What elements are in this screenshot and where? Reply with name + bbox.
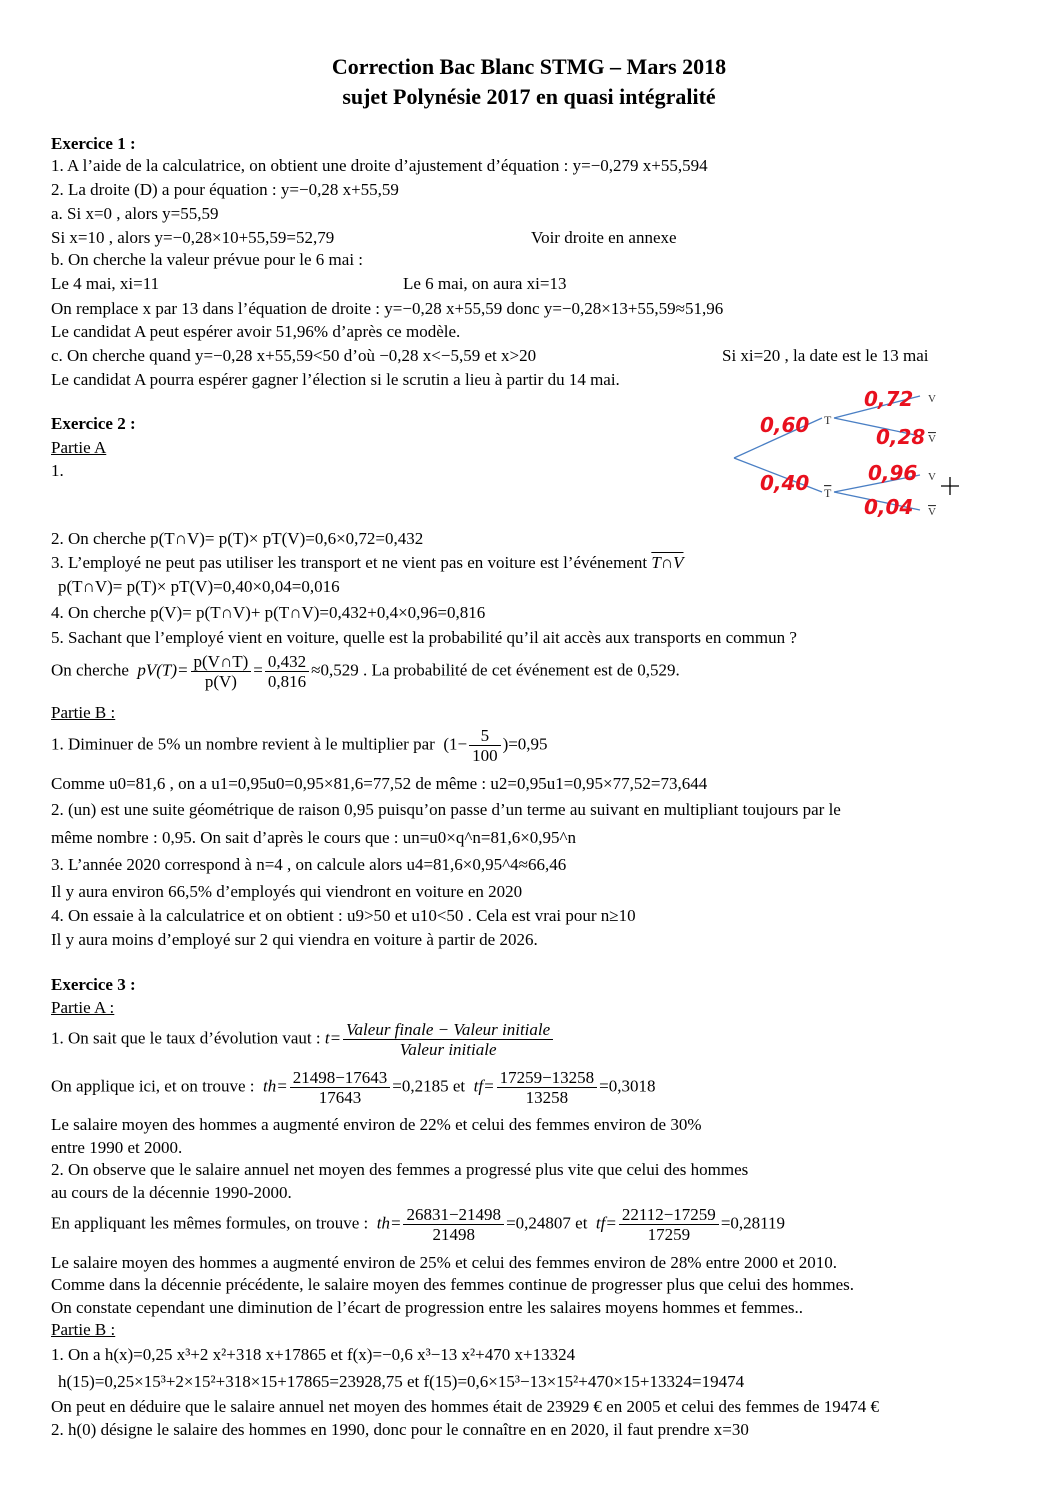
ex3-heading: Exercice 3 : [51, 975, 136, 994]
tree-prob-t: 0,60 [760, 413, 810, 437]
ex1-line4b: Voir droite en annexe [531, 228, 677, 247]
ex3-b2: h(15)=0,25×15³+2×15²+318×15+17865=23928,75 et f(15)=0,6×15³−13×15²+470×15+13324=19474 [58, 1372, 745, 1391]
ex1-line1: 1. A l’aide de la calculatrice, on obtient une droite d’ajustement d’équation : y=−0,279 x+55,594 [51, 156, 708, 175]
ex2-q3-text: 3. L’employé ne peut pas utiliser les transport et ne vient pas en voiture est l’événement [51, 553, 648, 572]
ex3-a7-frac2 [619, 1205, 719, 1244]
ex3-a4: entre 1990 et 2000. [51, 1138, 183, 1157]
ex3-a10: On constate cependant une diminution de l’écart de progression entre les salaires moyens hommes et femmes.. [51, 1298, 804, 1317]
ex3-a7 [51, 1205, 785, 1244]
ex2-q3 [51, 553, 683, 573]
tree-node-tbar: T [824, 486, 832, 500]
ex3-a7-frac2-den: 17259 [647, 1225, 691, 1244]
ex1-line2: 2. La droite (D) a pour équation : y=−0,28 x+55,59 [51, 180, 399, 199]
ex3-a5: 2. On observe que le salaire annuel net moyen des femmes a progressé plus vite que celui des hommes [51, 1160, 749, 1179]
ex3-a7-frac1-num: 26831−21498 [403, 1205, 504, 1225]
cursor-cross-icon [941, 477, 959, 495]
probability-tree [730, 380, 970, 525]
ex2-q5-frac1-den: p(V) [204, 672, 237, 691]
ex2-q5-frac2-num: 0,432 [265, 652, 309, 672]
ex3-partA: Partie A : [51, 998, 115, 1017]
ex3-a2-tf: tf= [473, 1076, 495, 1096]
tree-prob-tbar: 0,40 [760, 471, 810, 495]
tree-leaf-v2: V [928, 471, 936, 483]
ex3-a2-frac1-num: 21498−17643 [290, 1068, 391, 1088]
ex1-line6b: Le 6 mai, on aura xi=13 [403, 274, 567, 293]
ex3-a3: Le salaire moyen des hommes a augmenté environ de 22% et celui des femmes environ de 30% [51, 1115, 702, 1134]
ex3-b4: 2. h(0) désigne le salaire des hommes en 1990, donc pour le connaître en en 2020, il faut prendre x=30 [51, 1420, 749, 1439]
ex2-b6: Il y aura environ 66,5% d’employés qui viendront en voiture en 2020 [51, 882, 523, 901]
ex3-a2-r1: =0,2185 et [392, 1076, 466, 1096]
ex2-q5-frac1-num: p(V∩T) [191, 652, 252, 672]
ex3-a2-frac2-den: 13258 [525, 1088, 569, 1107]
ex2-partA: Partie A [51, 438, 107, 457]
ex3-a2-frac1 [290, 1068, 391, 1107]
doc-title-line1: Correction Bac Blanc STMG – Mars 2018 [331, 54, 727, 79]
ex2-b5: 3. L’année 2020 correspond à n=4 , on calcule alors u4=81,6×0,95^4≈66,46 [51, 855, 567, 874]
ex3-a1-frac-num: Valeur finale − Valeur initiale [343, 1020, 553, 1040]
tree-prob-v-tbar: 0,96 [868, 461, 918, 485]
ex2-b1-frac-den: 100 [472, 746, 498, 765]
ex1-line3: a. Si x=0 , alors y=55,59 [51, 204, 219, 223]
ex1-line10: Le candidat A pourra espérer gagner l’élection si le scrutin a lieu à partir du 14 mai. [51, 370, 620, 389]
ex3-a2-text: On applique ici, et on trouve : [51, 1076, 255, 1096]
ex3-a7-frac1 [403, 1205, 504, 1244]
ex1-line6a: Le 4 mai, xi=11 [51, 274, 160, 293]
ex3-a8: Le salaire moyen des hommes a augmenté environ de 25% et celui des femmes environ de 28% entre 2000 et 2010. [51, 1253, 838, 1272]
ex3-a7-th: th= [376, 1213, 402, 1233]
ex3-a1-frac-den: Valeur initiale [399, 1040, 497, 1059]
ex3-a2 [51, 1068, 656, 1107]
tree-leaf-vbar1: V [928, 433, 936, 445]
ex1-line9a: c. On cherche quand y=−0,28 x+55,59<50 d’où −0,28 x<−5,59 et x>20 [51, 346, 537, 365]
ex2-b1-text: 1. Diminuer de 5% un nombre revient à le multiplier par [51, 734, 435, 754]
ex3-a7-tf: tf= [595, 1213, 617, 1233]
doc-title-line2: sujet Polynésie 2017 en quasi intégralité [342, 84, 716, 109]
ex3-a2-r2: =0,3018 [599, 1076, 656, 1096]
ex1-line8: Le candidat A peut espérer avoir 51,96% d’après ce modèle. [51, 322, 461, 341]
ex3-a1-text: 1. On sait que le taux d’évolution vaut : [51, 1028, 321, 1048]
ex2-q5-frac2 [265, 652, 309, 691]
ex1-line9b: Si xi=20 , la date est le 13 mai [722, 346, 929, 365]
ex2-q3-event: T∩V [651, 553, 684, 572]
ex2-b4: même nombre : 0,95. On sait d’après le cours que : un=u0×q^n=81,6×0,95^n [51, 828, 577, 847]
tree-node-t: T [824, 413, 832, 427]
tree-leaf-vbar2: V [928, 506, 936, 518]
ex2-b2: Comme u0=81,6 , on a u1=0,95u0=0,95×81,6=77,52 de même : u2=0,95u1=0,95×77,52=73,644 [51, 774, 708, 793]
ex3-a7-frac2-num: 22112−17259 [619, 1205, 719, 1225]
ex2-b7: 4. On essaie à la calculatrice et on obtient : u9>50 et u10<50 . Cela est vrai pour n≥10 [51, 906, 636, 925]
ex2-q1: 1. [51, 461, 64, 480]
ex3-a2-frac2 [497, 1068, 598, 1107]
ex2-b8: Il y aura moins d’employé sur 2 qui viendra en voiture à partir de 2026. [51, 930, 538, 949]
ex3-partB: Partie B : [51, 1320, 116, 1339]
ex3-a7-frac1-den: 21498 [432, 1225, 476, 1244]
ex2-q3c: p(T∩V)= p(T)× pT(V)=0,40×0,04=0,016 [58, 577, 340, 596]
ex2-q5-lhs: pV(T)= [137, 660, 189, 680]
ex3-a1 [51, 1020, 555, 1059]
ex3-a2-frac2-num: 17259−13258 [497, 1068, 598, 1088]
ex2-b1-pre: (1− [443, 734, 468, 754]
ex2-q5-frac2-den: 0,816 [267, 672, 307, 691]
ex3-a7-r1: =0,24807 et [506, 1213, 588, 1233]
ex3-a2-frac1-den: 17643 [318, 1088, 362, 1107]
ex2-b1-frac [469, 726, 501, 765]
ex2-b1 [51, 726, 548, 765]
ex2-b1-post: )=0,95 [502, 734, 548, 754]
ex2-heading: Exercice 2 : [51, 414, 136, 433]
ex1-line7: On remplace x par 13 dans l’équation de droite : y=−0,28 x+55,59 donc y=−0,28×13+55,59≈51,96 [51, 299, 724, 318]
ex2-q5-post: ≈0,529 . La probabilité de cet événement est de 0,529. [311, 660, 680, 680]
ex2-q4: 4. On cherche p(V)= p(T∩V)+ p(T∩V)=0,432+0,4×0,96=0,816 [51, 603, 486, 622]
ex3-a9: Comme dans la décennie précédente, le salaire moyen des femmes continue de progresser plus que celui des hommes. [51, 1275, 854, 1294]
ex2-b1-frac-num: 5 [469, 726, 501, 746]
ex1-line5: b. On cherche la valeur prévue pour le 6 mai : [51, 250, 364, 269]
ex2-q2: 2. On cherche p(T∩V)= p(T)× pT(V)=0,6×0,72=0,432 [51, 529, 424, 548]
ex3-b3: On peut en déduire que le salaire annuel net moyen des hommes était de 23929 € en 2005 et celui des femmes de 19474 € [51, 1397, 880, 1416]
ex3-a2-th: th= [262, 1076, 288, 1096]
ex2-q5-frac1 [191, 652, 252, 691]
ex1-heading: Exercice 1 : [51, 134, 136, 153]
tree-prob-v-t: 0,72 [864, 387, 914, 411]
ex2-q5-formula: On cherche pV(T)= $\frac{p(V\cap T)}{p(V)}$ = $\frac{0,432}{0,816}$ ≈0,529 . La probabilité de cet événement est de 0,529. [51, 652, 680, 691]
tree-prob-vbar-tbar: 0,04 [864, 495, 914, 519]
ex3-a1-t: t= [324, 1028, 342, 1048]
ex2-q5: 5. Sachant que l’employé vient en voiture, quelle est la probabilité qu’il ait accès aux transports en commun ? [51, 628, 797, 647]
ex2-q5-pre: On cherche [51, 660, 129, 680]
ex2-partB: Partie B : [51, 703, 116, 722]
tree-leaf-v1: V [928, 393, 936, 405]
ex3-a1-frac [343, 1020, 553, 1059]
ex3-b1: 1. On a h(x)=0,25 x³+2 x²+318 x+17865 et f(x)=−0,6 x³−13 x²+470 x+13324 [51, 1345, 576, 1364]
ex3-a7-text: En appliquant les mêmes formules, on trouve : [51, 1213, 369, 1233]
ex3-a7-r2: =0,28119 [720, 1213, 786, 1233]
ex2-b3: 2. (un) est une suite géométrique de raison 0,95 puisqu’on passe d’un terme au suivant en multipliant toujours par le [51, 800, 841, 819]
tree-prob-vbar-t: 0,28 [876, 425, 926, 449]
ex1-line4a: Si x=10 , alors y=−0,28×10+55,59=52,79 [51, 228, 335, 247]
ex3-a6: au cours de la décennie 1990-2000. [51, 1183, 292, 1202]
